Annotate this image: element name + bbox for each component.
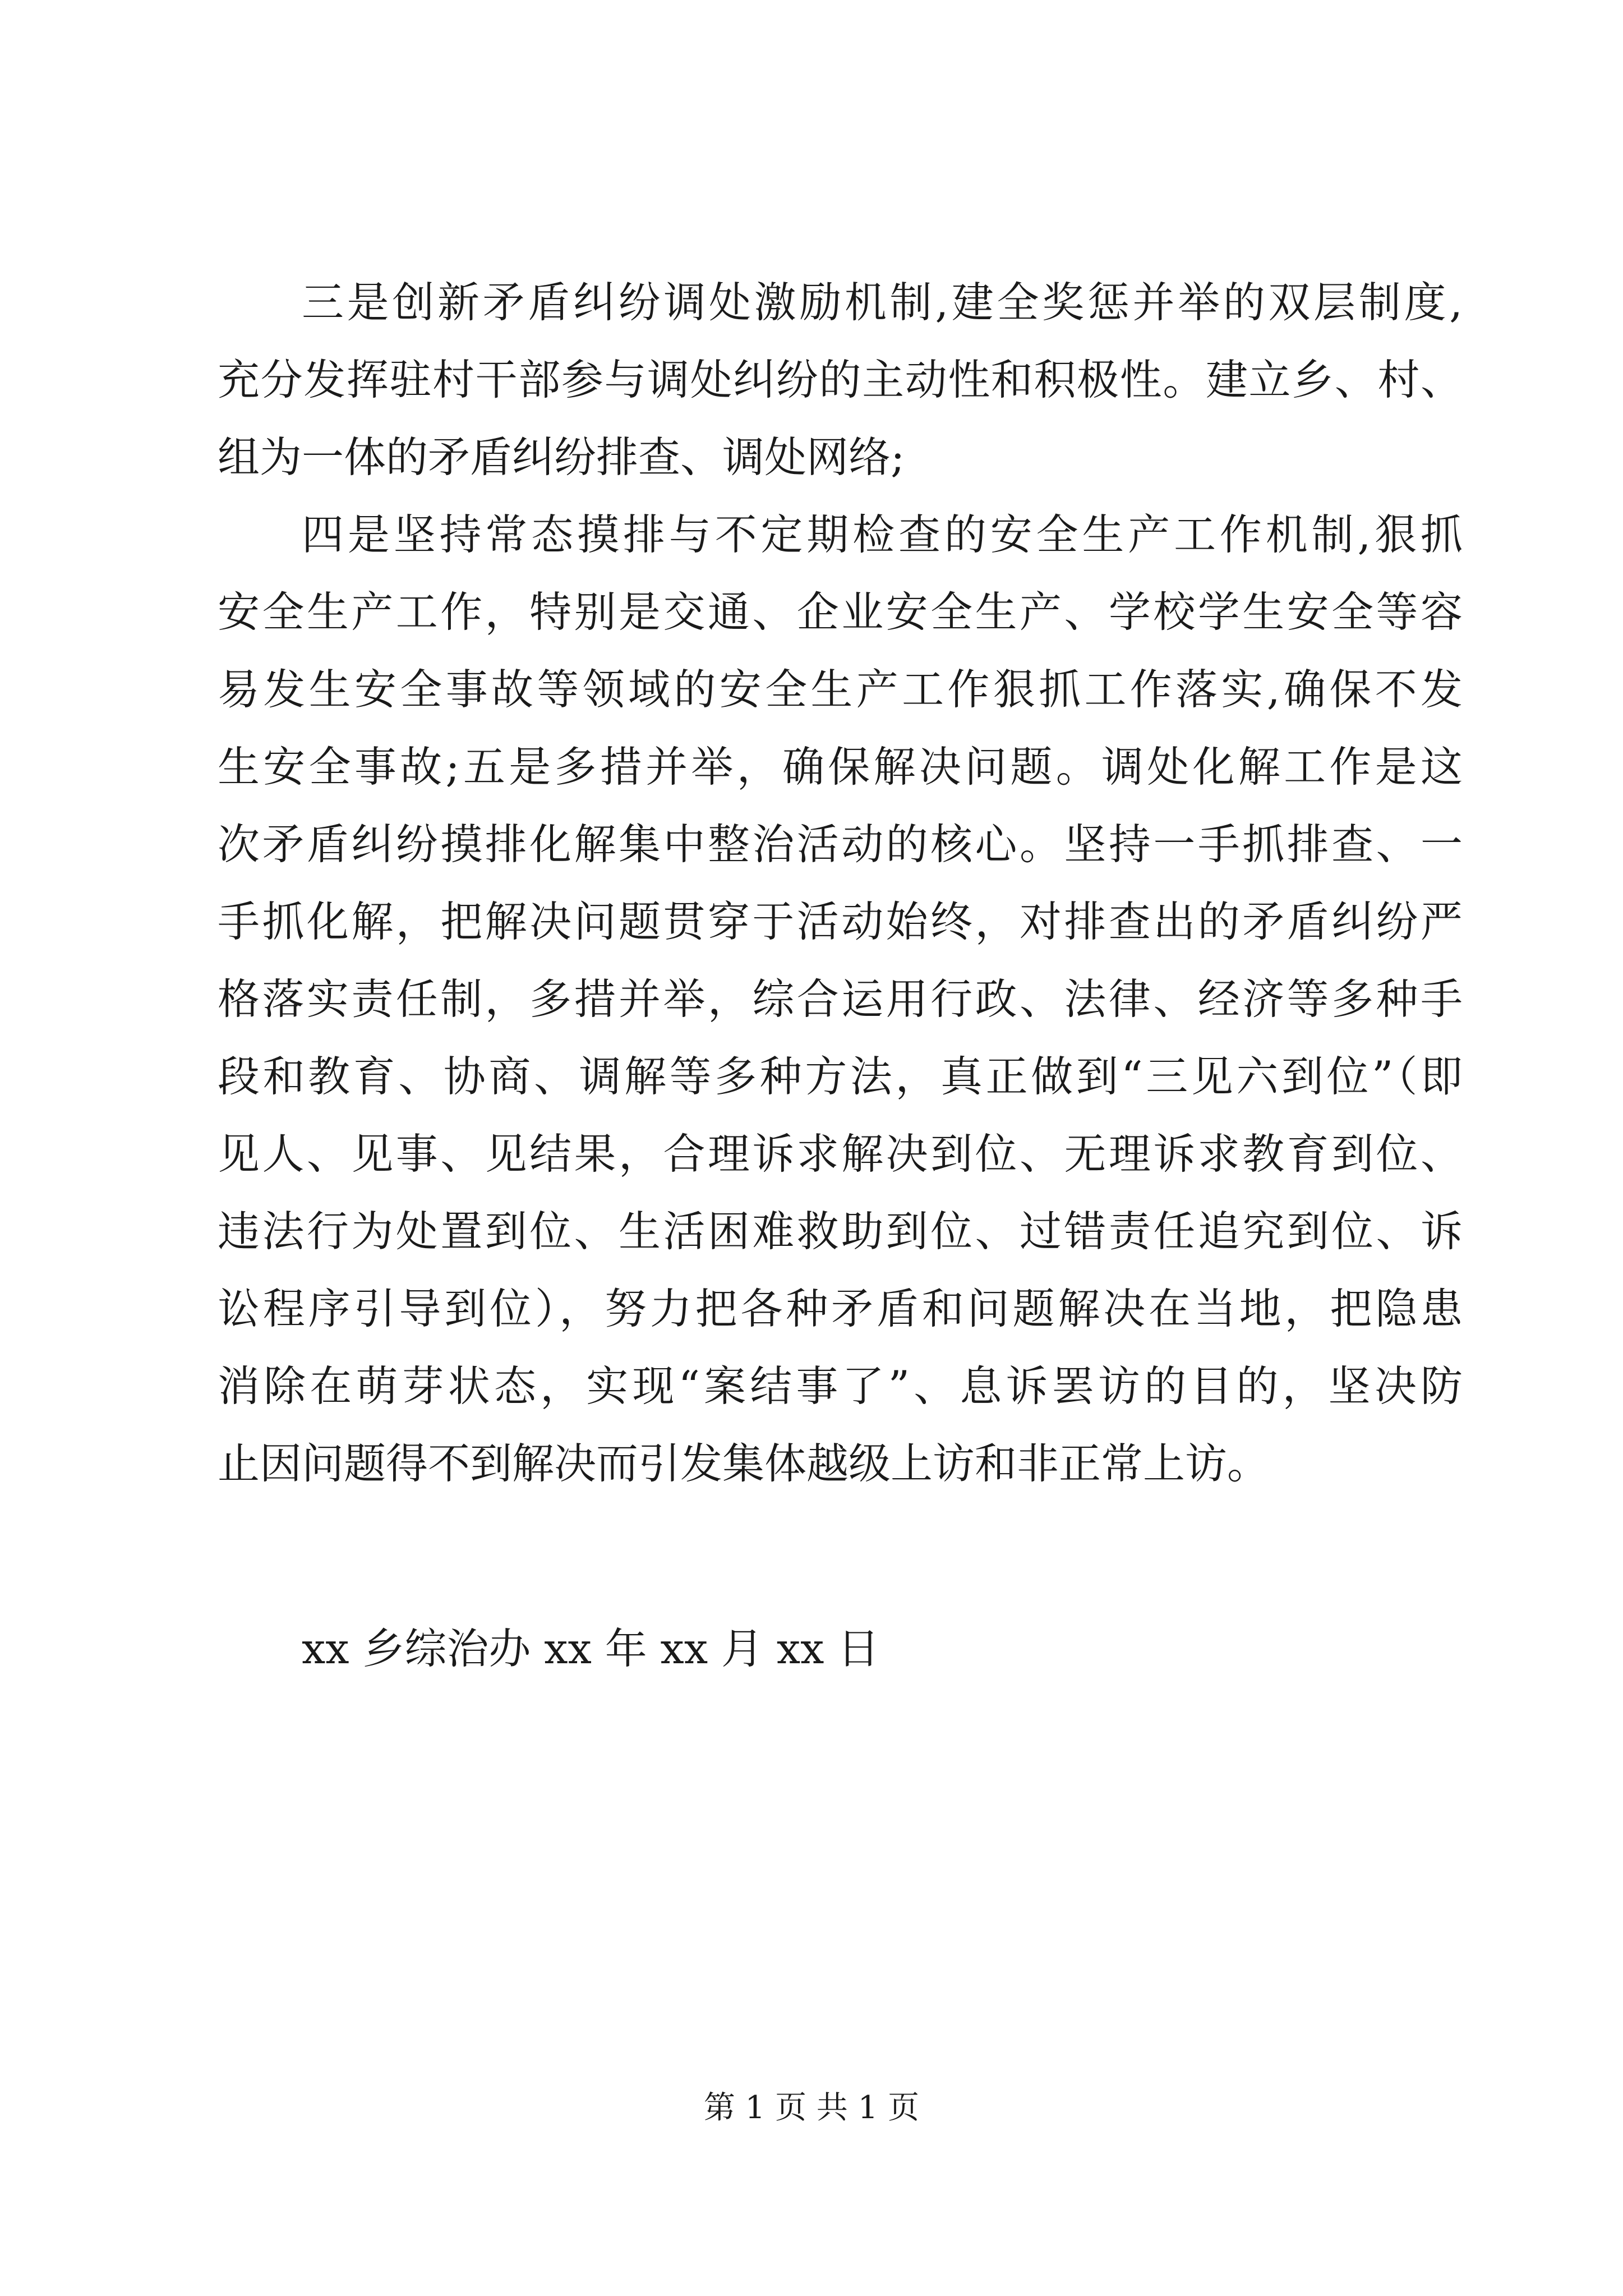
page-number-footer: 第 1 页 共 1 页 (703, 2090, 920, 2126)
signature-line: xx 乡综治办 xx 年 xx 月 xx 日 (302, 1624, 880, 1673)
paragraph-4 (218, 496, 1463, 1502)
paragraph-line: 生安全事故;五是多措并举，确保解决问题。调处化解工作是这 (218, 742, 1463, 792)
paragraph-line: 组为一体的矛盾纠纷排查、调处网络; (218, 432, 905, 482)
paragraph-line: 段和教育、协商、调解等多种方法，真正做到“三见六到位”（即 (218, 1052, 1463, 1101)
paragraph-line: 手抓化解，把解决问题贯穿于活动始终，对排查出的矛盾纠纷严 (218, 897, 1463, 946)
paragraph-line: 消除在萌芽状态，实现“案结事了”、息诉罢访的目的，坚决防 (218, 1361, 1463, 1411)
paragraph-line: 四是坚持常态摸排与不定期检查的安全生产工作机制,狠抓 (302, 510, 1463, 559)
paragraph-line: 安全生产工作，特别是交通、企业安全生产、学校学生安全等容 (218, 587, 1463, 637)
paragraph-line: 违法行为处置到位、生活困难救助到位、过错责任追究到位、诉 (218, 1207, 1463, 1256)
paragraph-line: 易发生安全事故等领域的安全生产工作狠抓工作落实,确保不发 (218, 665, 1463, 714)
paragraph-line: 讼程序引导到位），努力把各种矛盾和问题解决在当地，把隐患 (218, 1284, 1463, 1333)
document-body (218, 264, 1463, 1502)
paragraph-line: 三是创新矛盾纠纷调处激励机制,建全奖惩并举的双层制度, (302, 278, 1463, 327)
paragraph-line: 格落实责任制，多措并举，综合运用行政、法律、经济等多种手 (218, 974, 1463, 1024)
paragraph-line: 止因问题得不到解决而引发集体越级上访和非正常上访。 (218, 1439, 1270, 1488)
paragraph-line: 见人、见事、见结果，合理诉求解决到位、无理诉求教育到位、 (218, 1129, 1463, 1179)
paragraph-line: 充分发挥驻村干部参与调处纠纷的主动性和积极性。建立乡、村、 (218, 355, 1463, 404)
paragraph-3 (218, 264, 1463, 496)
paragraph-line: 次矛盾纠纷摸排化解集中整治活动的核心。坚持一手抓排查、一 (218, 820, 1463, 869)
